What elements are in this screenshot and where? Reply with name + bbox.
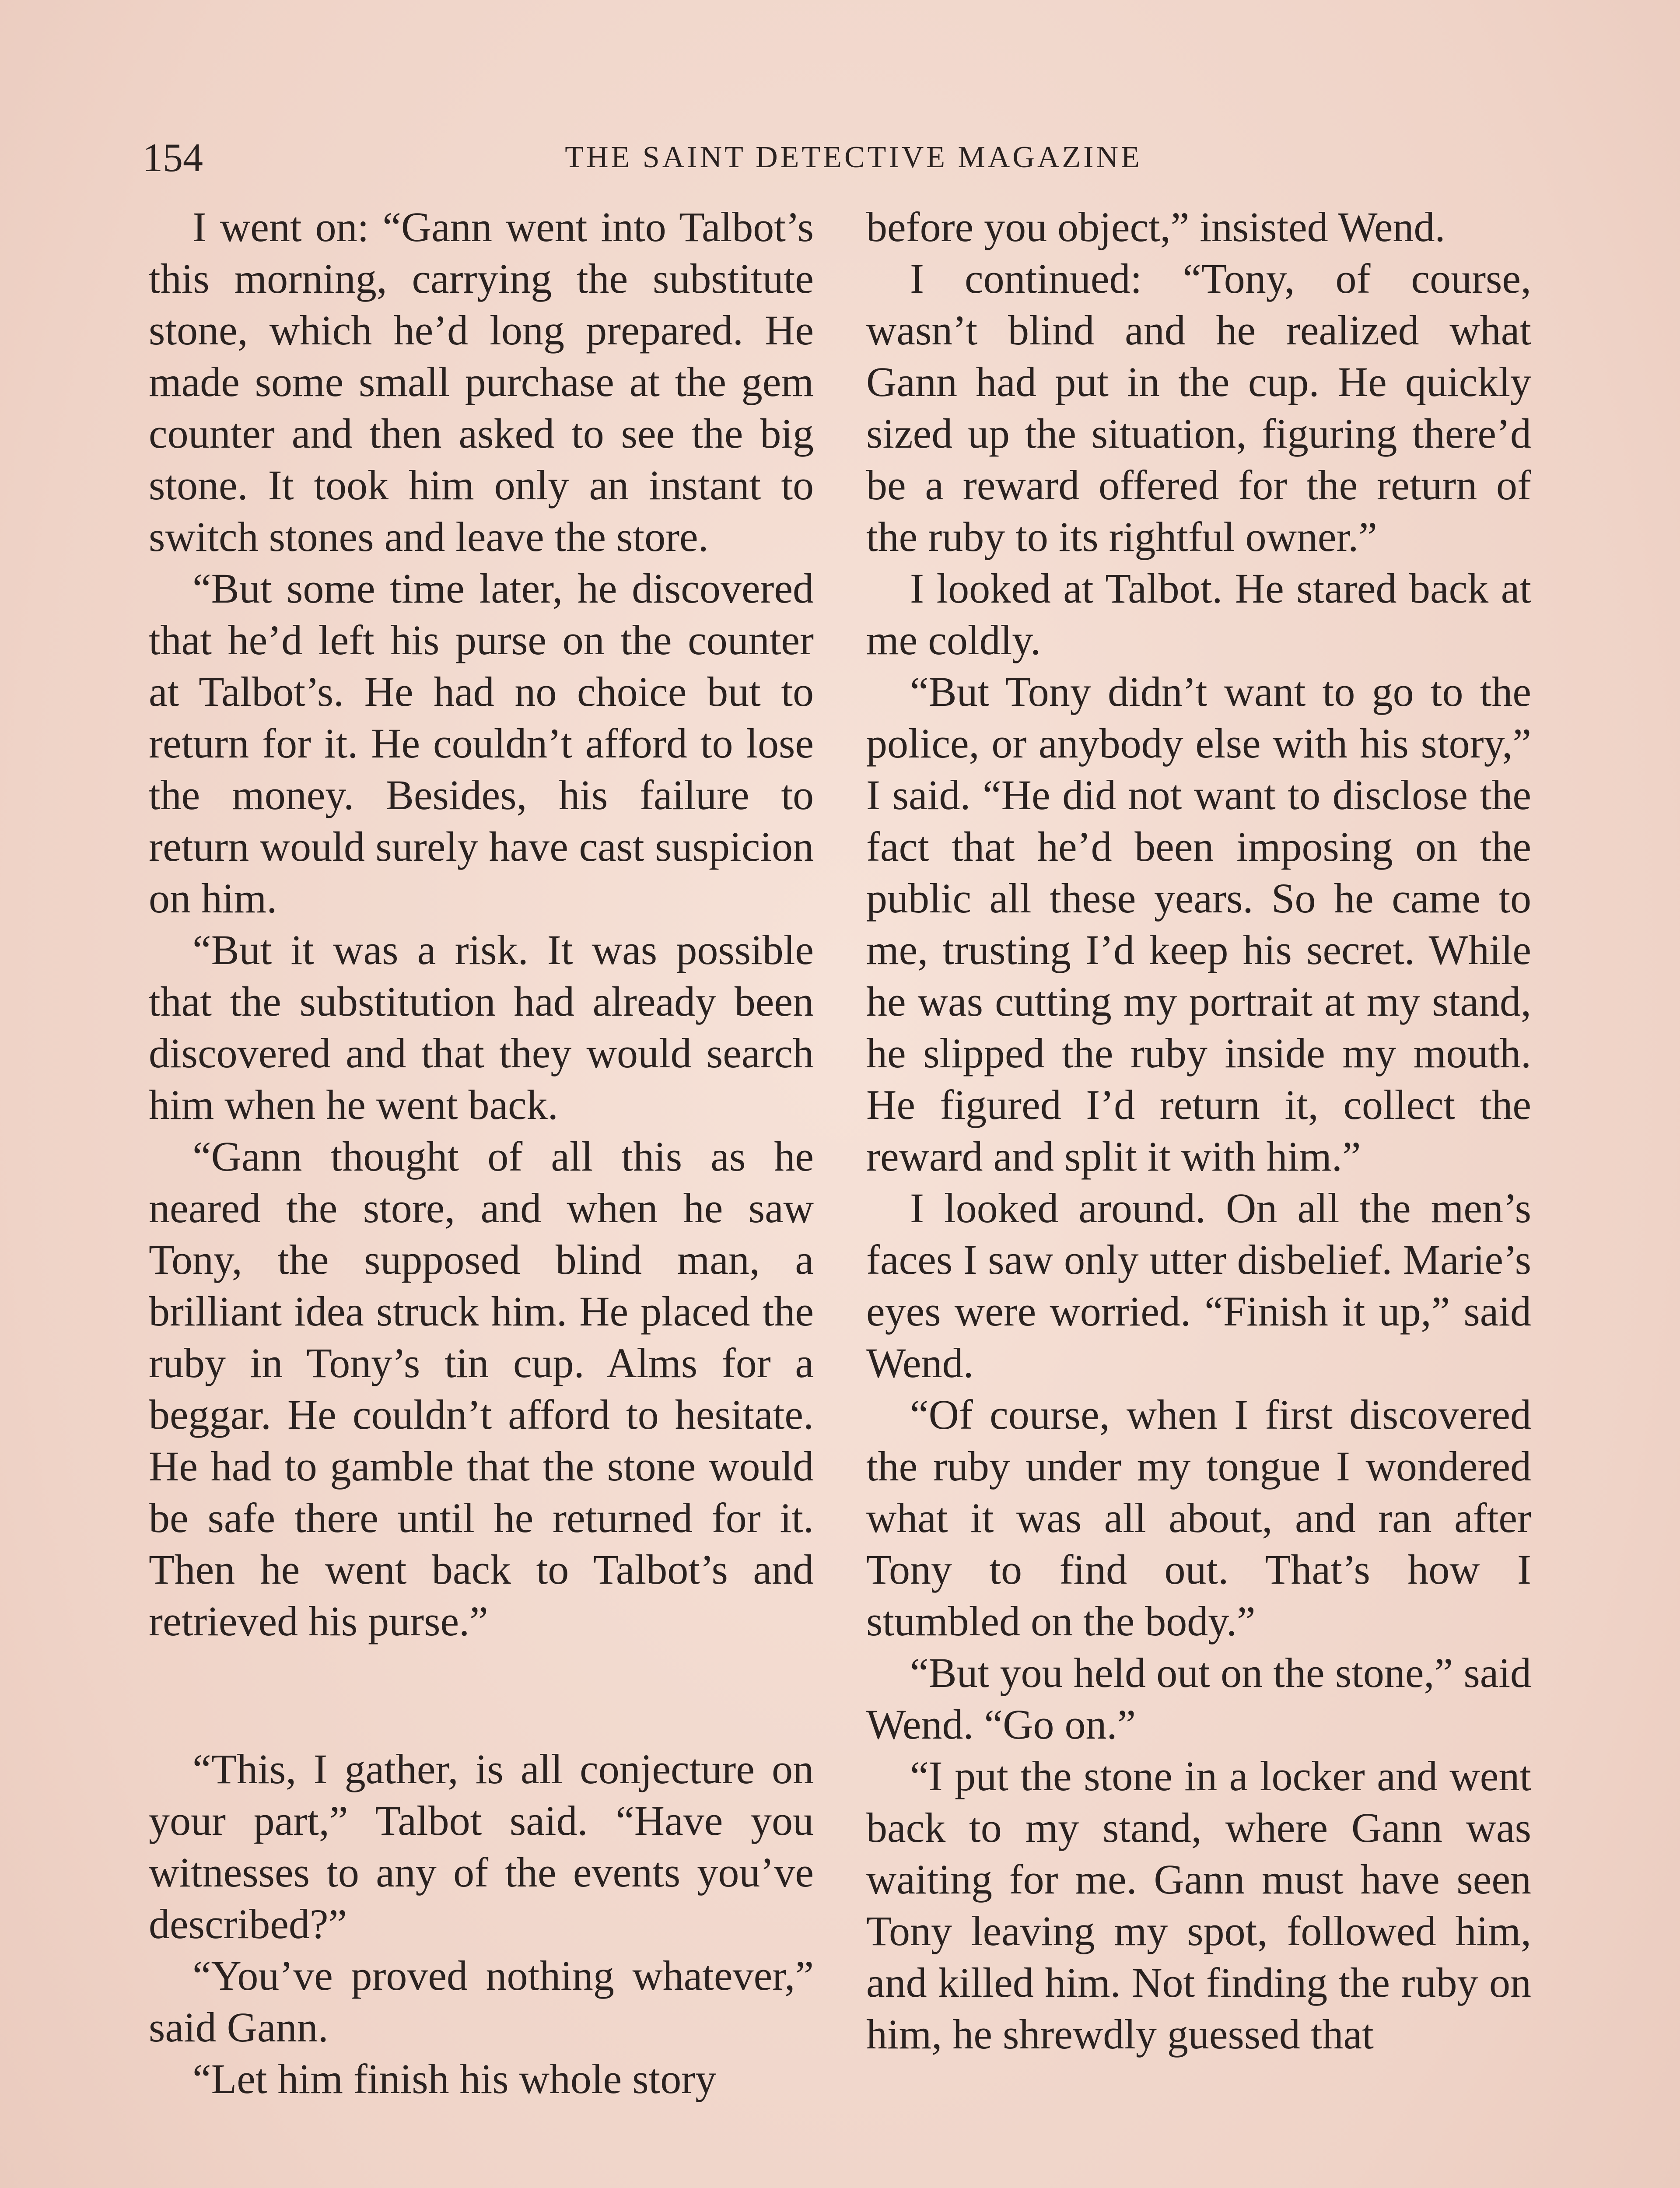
paragraph: “But some time later, he discovered that he’d left his purse on the counter at Talbot’s. He had no choice but to return for it. He couldn’t afford to lose the money. Besides, his failure to return would surely have cast suspicion on him. [149, 565, 814, 922]
running-title: THE SAINT DETECTIVE MAGAZINE [565, 140, 1142, 174]
paragraph: “This, I gather, is all conjecture on your part,” Talbot said. “Have you witnesses to any of the events you’ve described?” [149, 1746, 814, 1947]
paragraph: I went on: “Gann went into Talbot’s this morning, carrying the substitute stone, which he’d long prepared. He made some small purchase at the gem counter and then asked to see the big stone. It took him only an instant to switch stones and leave the store. [149, 203, 814, 560]
paragraph: “But Tony didn’t want to go to the police, or anybody else with his story,” I said. “He did not want to disclose the fact that he’d been imposing on the public all these years. So he came to me, trusting I’d keep his secret. While he was cutting my portrait at my stand, he slipped the ruby inside my mouth. He figured I’d return it, collect the reward and split it with him.” [866, 668, 1531, 1180]
paragraph: I looked around. On all the men’s faces I saw only utter disbelief. Marie’s eyes were worried. “Finish it up,” said Wend. [866, 1185, 1531, 1386]
paragraph: “Gann thought of all this as he neared the store, and when he saw Tony, the supposed blind man, a brilliant idea struck him. He placed the ruby in Tony’s tin cup. Alms for a beggar. He couldn’t afford to hesitate. He had to gamble that the stone would be safe there until he returned for it. Then he went back to Talbot’s and retrieved his purse.” [149, 1133, 814, 1645]
paragraph-continued: before you object,” insisted Wend. [866, 203, 1446, 250]
page-number: 154 [143, 135, 203, 180]
paragraph: “Of course, when I first discovered the ruby under my tongue I wondered what it was all about, and ran after Tony to find out. That’s how I stumbled on the body.” [866, 1391, 1531, 1645]
running-header [143, 131, 1564, 184]
paragraph: I continued: “Tony, of course, wasn’t blind and he realized what Gann had put in the cup. He quickly sized up the situation, figuring there’d be a reward offered for the return of the ruby to its rightful owner.” [866, 255, 1531, 560]
left-column [149, 201, 814, 2105]
right-column [866, 201, 1531, 2060]
paragraph: I looked at Talbot. He stared back at me coldly. [866, 565, 1531, 663]
section-break [149, 1647, 814, 1743]
paragraph: “But it was a risk. It was possible that the substitution had already been discovered and that they would search him when he went back. [149, 926, 814, 1128]
paragraph: “You’ve proved nothing whatever,” said Gann. [149, 1952, 814, 2051]
paragraph: “Let him finish his whole story [192, 2055, 717, 2102]
paragraph: “I put the stone in a locker and went back to my stand, where Gann was waiting for me. Gann must have seen Tony leaving my spot, followed him, and killed him. Not finding the ruby on him, he shrewdly guessed that [866, 1753, 1531, 2058]
paragraph: “But you held out on the stone,” said Wend. “Go on.” [866, 1649, 1531, 1748]
